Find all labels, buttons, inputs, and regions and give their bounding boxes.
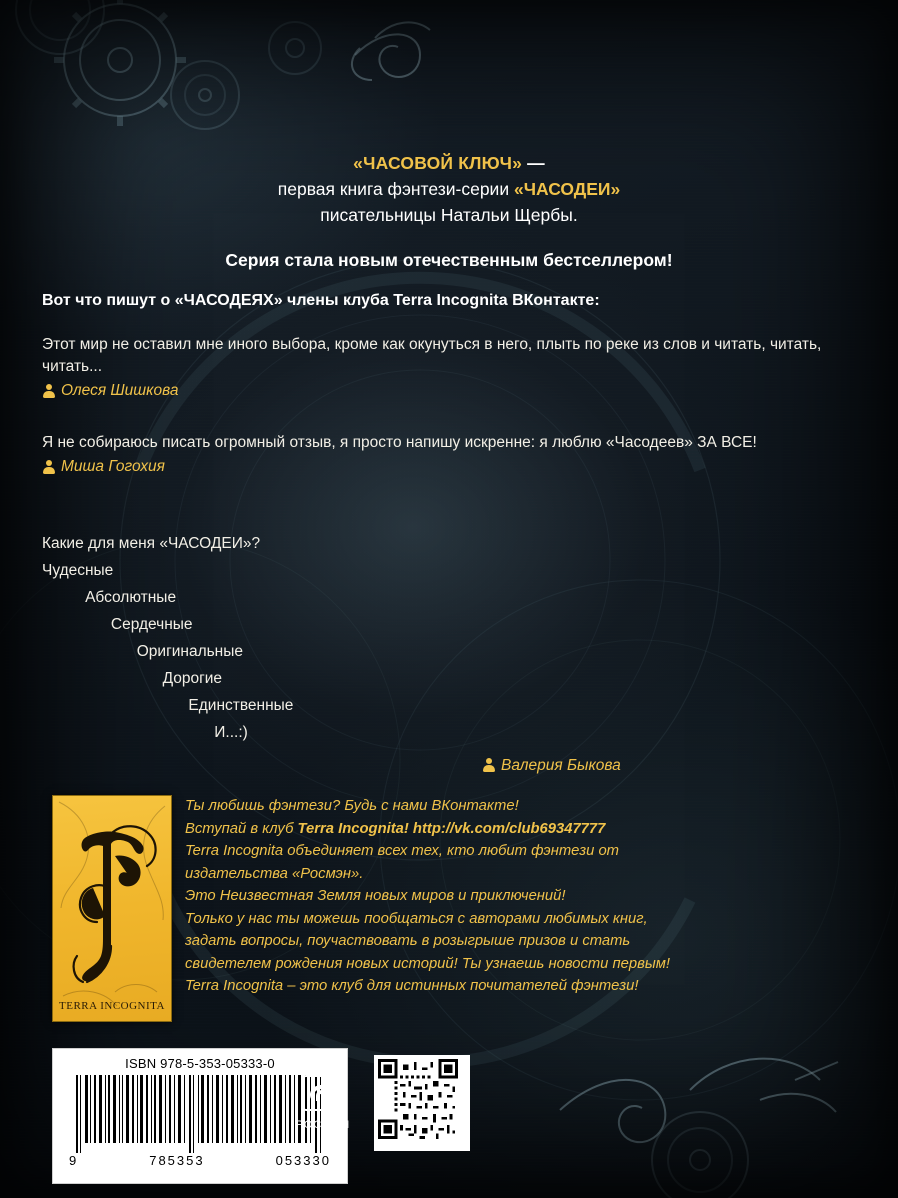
review-item [42, 334, 862, 402]
isbn-number: ISBN 978-5-353-05333-0 [125, 1056, 275, 1071]
barcode-digits [69, 1153, 331, 1168]
poem-line: Абсолютные [42, 589, 177, 606]
elephant-logo [301, 1075, 345, 1115]
club-join-prefix: Вступай в клуб [185, 820, 298, 837]
club-line: издательства «Росмэн». [185, 865, 364, 882]
review-item [42, 432, 862, 478]
club-line: свидетелем рождения новых историй! Ты узнаешь новости первым! [185, 955, 670, 972]
club-line: Ты любишь фэнтези? Будь с нами ВКонтакте! [185, 798, 519, 814]
review-author [42, 456, 862, 478]
poem-line: Дорогие [42, 670, 223, 687]
user-icon [42, 384, 55, 399]
headline-line-3: писательницы Натальи Щербы. [320, 205, 578, 225]
barcode-digit-mid: 785353 [149, 1153, 205, 1168]
qr-code[interactable] [374, 1055, 470, 1151]
barcode-digit-left: 9 [69, 1153, 79, 1168]
poem-line: Единственные [42, 697, 294, 714]
club-line: задать вопросы, поучаствовать в розыгрыше призов и стать [185, 933, 631, 949]
review-author-name: Олеся Шишкова [61, 382, 179, 399]
club-line: Только у нас ты можешь пообщаться с авторами любимых книг, [185, 910, 648, 927]
poem-line: Чудесные [42, 562, 114, 579]
club-line: Terra Incognita – это клуб для истинных почитателей фэнтези! [185, 978, 639, 994]
poem-line: Оригинальные [42, 643, 244, 660]
poem-review [42, 530, 862, 779]
poem-line: И...:) [42, 724, 248, 741]
poem-author [482, 752, 862, 779]
headline [0, 150, 898, 228]
club-info [185, 795, 745, 998]
review-author-name: Миша Гогохия [61, 458, 165, 475]
terra-incognita-logo [52, 795, 172, 1022]
poem-author-name: Валерия Быкова [501, 757, 621, 774]
series-name: «ЧАСОДЕИ» [513, 179, 621, 199]
bestseller-line: Серия стала новым отечественным бестселлером! [225, 250, 673, 270]
review-text: Этот мир не оставил мне иного выбора, кроме как окунуться в него, плыть по реке из слов и читать, читать, читать... [42, 336, 822, 375]
review-text: Я не собираюсь писать огромный отзыв, я просто напишу искренне: я люблю «Часодеев» ЗА ВСЕ! [42, 434, 757, 451]
headline-series-prefix: первая книга фэнтези-серии [277, 179, 514, 199]
svg-text:TERRA INCOGNITA: TERRA INCOGNITA [59, 1000, 165, 1012]
intro-line: Вот что пишут о «ЧАСОДЕЯХ» члены клуба Terra Incognita ВКонтакте: [42, 292, 600, 309]
poem-line: Какие для меня «ЧАСОДЕИ»? [42, 535, 261, 552]
barcode-digit-right: 053330 [275, 1153, 331, 1168]
headline-dash: — [522, 153, 545, 173]
publisher-name: РОСМЭН [295, 1119, 351, 1131]
club-url[interactable]: Terra Incognita! http://vk.com/club69347777 [297, 820, 606, 837]
headline-line-2 [0, 176, 898, 202]
publisher-block [278, 1075, 368, 1131]
club-line: Terra Incognita объединяет всех тех, кто любит фэнтези от [185, 843, 620, 859]
review-author [42, 380, 862, 402]
club-line-link[interactable] [185, 818, 745, 841]
user-icon [42, 460, 55, 475]
poem-line: Сердечные [42, 616, 193, 633]
user-icon [482, 758, 495, 773]
book-title: «ЧАСОВОЙ КЛЮЧ» [353, 153, 523, 173]
club-line: Это Неизвестная Земля новых миров и приключений! [185, 888, 566, 904]
logo-artwork [53, 796, 171, 1021]
headline-line-1 [0, 150, 898, 176]
